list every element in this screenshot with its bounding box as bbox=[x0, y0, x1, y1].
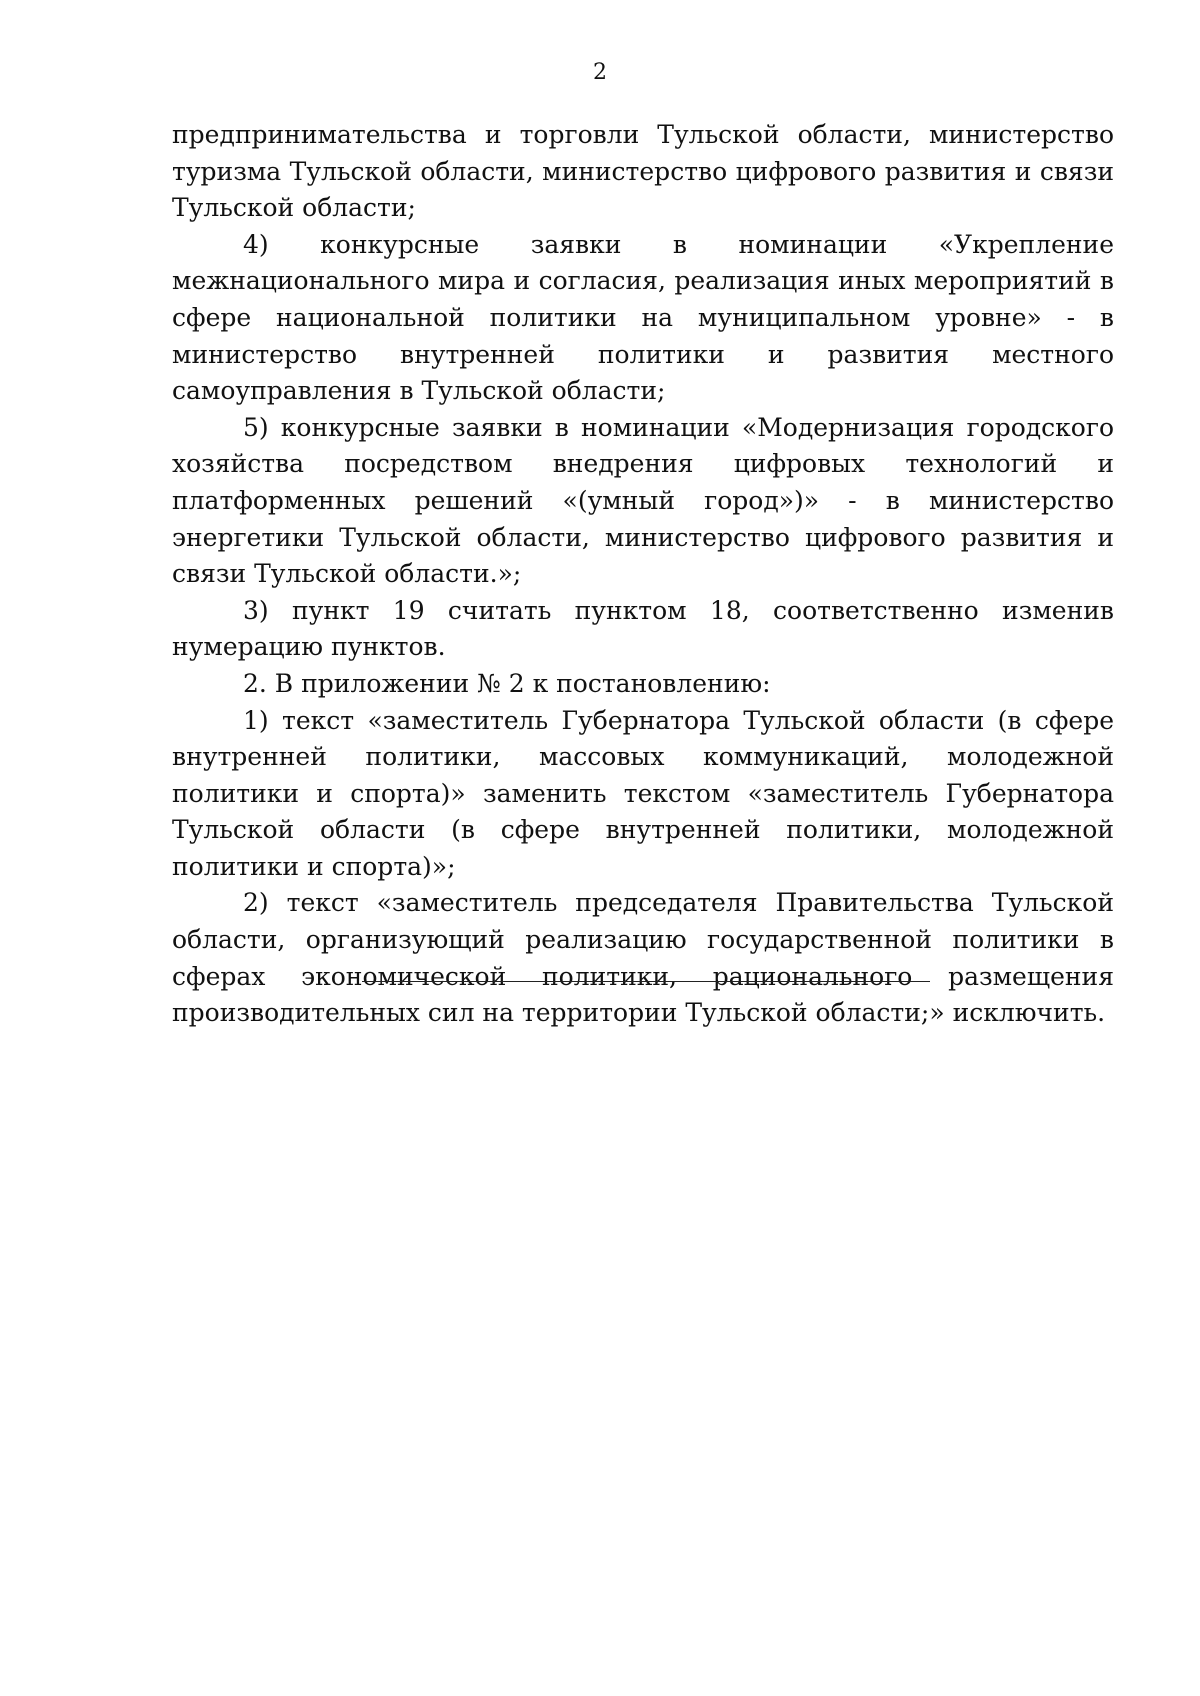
paragraph-continuation: предпринимательства и торговли Тульской области, министерство туризма Тульской области, министерство цифрового развития и связи Тульской области; bbox=[172, 120, 1114, 223]
document-body bbox=[172, 117, 1114, 1032]
paragraph-section-2: 2. В приложении № 2 к постановлению: bbox=[243, 668, 771, 698]
paragraph-subitem-1: 1) текст «заместитель Губернатора Тульской области (в сфере внутренней политики, массовых коммуникаций, молодежной политики и спорта)» заменить текстом «заместитель Губернатора Тульской области (в сфере внутренней политики, молодежной политики и спорта)»; bbox=[172, 705, 1114, 881]
page-number: 2 bbox=[593, 60, 607, 85]
paragraph-item-3: 3) пункт 19 считать пунктом 18, соответственно изменив нумерацию пунктов. bbox=[172, 595, 1114, 662]
paragraph-subitem-2: 2) текст «заместитель председателя Правительства Тульской области, организующий реализацию государственной политики в сферах экономической политики, рационального размещения производительных сил на территории Тульской области;» исключить. bbox=[172, 888, 1114, 1028]
paragraph-item-4: 4) конкурсные заявки в номинации «Укрепление межнационального мира и согласия, реализация иных мероприятий в сфере национальной политики на муниципальном уровне» - в министерство внутренней политики и развития местного самоуправления в Тульской области; bbox=[172, 229, 1114, 406]
paragraph-item-5: 5) конкурсные заявки в номинации «Модернизация городского хозяйства посредством внедрения цифровых технологий и платформенных решений «(умный город»)» - в министерство энергетики Тульской области, министерство цифрового развития и связи Тульской области.»; bbox=[172, 412, 1114, 589]
closing-divider bbox=[362, 981, 930, 982]
